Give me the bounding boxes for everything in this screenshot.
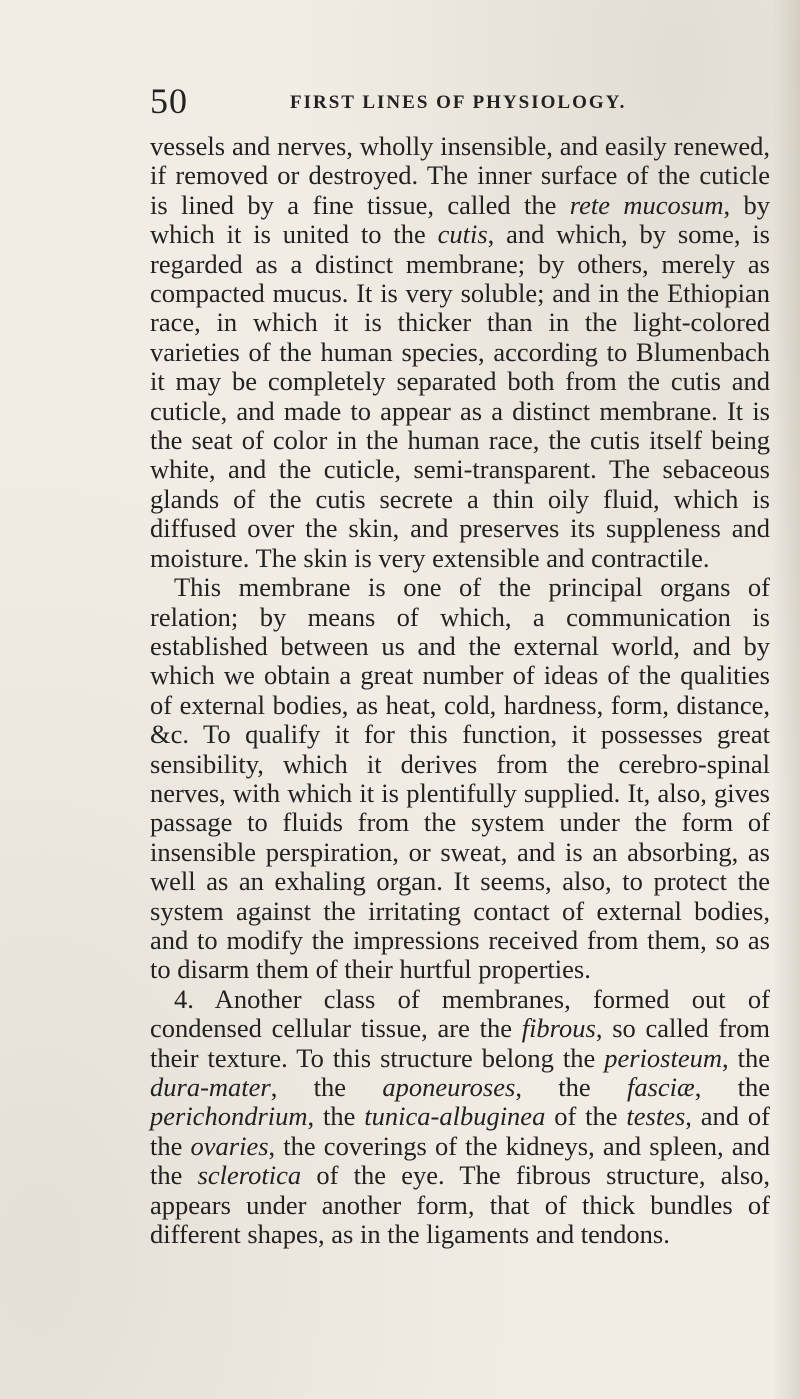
italic-term: sclerotica (197, 1160, 302, 1191)
text-span: , so called from their texture. To this structure belong the (150, 1013, 770, 1073)
italic-term: dura-mater (150, 1072, 271, 1102)
text-span: , and of the (150, 1101, 770, 1161)
page-edge-shadow (772, 0, 800, 1399)
paragraph-2 (150, 573, 770, 985)
text-span: , and which, by some, is regarded as a distinct membrane; by others, merely as compacted mucus. It is very soluble; and in the Ethiopian race, in which it is thicker than in the light-colored varieties of the human species, according to Blumenbach it may be completely separated both from the cutis and cuticle, and made to appear as a distinct membrane. It is the seat of color in the human race, the cutis itself being white, and the cuticle, semi-transparent. The sebaceous glands of the cutis secrete a thin oily fluid, which is diffused over the skin, and preserves its suppleness and moisture. The skin is very extensible and contractile. (150, 219, 771, 573)
italic-term: testes (626, 1101, 686, 1132)
paragraph-1 (150, 132, 770, 573)
italic-term: tunica-albuginea (364, 1101, 546, 1132)
text-span: , the (307, 1101, 365, 1132)
text-span: , the (694, 1072, 770, 1102)
text-span: of the (545, 1101, 627, 1132)
text-span: vessels and nerves, wholly insensible, and easily renewed, if removed or destroyed. The inner surface of the cuticle is lined by a fine tissue, called the (150, 131, 770, 220)
page-number: 50 (150, 81, 188, 121)
italic-term: perichondrium (150, 1101, 308, 1132)
text-span: , the (515, 1072, 627, 1102)
italic-term: ovaries (190, 1130, 269, 1161)
italic-term: aponeuroses (382, 1072, 516, 1102)
text-span: , the coverings of the kidneys, and spleen, and the (150, 1130, 770, 1191)
text-span: of the eye. The fibrous structure, also, appears under another form, that of thick bundles of different shapes, as in the ligaments and tendons. (150, 1160, 771, 1250)
page-header (150, 81, 750, 126)
italic-term: rete mucosum (569, 189, 724, 220)
paragraph-3 (150, 985, 770, 1250)
text-span: 4. Another class of membranes, formed out of condensed cellular tissue, are the (150, 983, 770, 1044)
italic-term: cutis (437, 219, 488, 250)
text-span: This membrane is one of the principal organs of relation; by means of which, a communication is established between us and the external world, and by which we obtain a great number of ideas of the qualities of external bodies, as heat, cold, hardness, form, distance, &c. To qualify it for this function, it possesses great sensibility, which it derives from the cerebro-spinal nerves, with which it is plentifully supplied. It, also, gives passage to fluids from the system under the form of insensible perspiration, or sweat, and is an absorbing, as well as an exhaling organ. It seems, also, to protect the system against the irritating contact of external bodies, and to modify the impressions received from them, so as to disarm them of their hurtful properties. (150, 572, 770, 985)
italic-term: periosteum (604, 1042, 723, 1073)
text-span: , the (270, 1072, 383, 1102)
text-span: , the (722, 1042, 770, 1073)
text-span: , by which it is united to the (150, 189, 771, 250)
italic-term: fibrous (521, 1013, 596, 1044)
body-text (150, 132, 770, 1249)
italic-term: fasciæ (626, 1072, 695, 1102)
running-head: FIRST LINES OF PHYSIOLOGY. (290, 92, 627, 113)
